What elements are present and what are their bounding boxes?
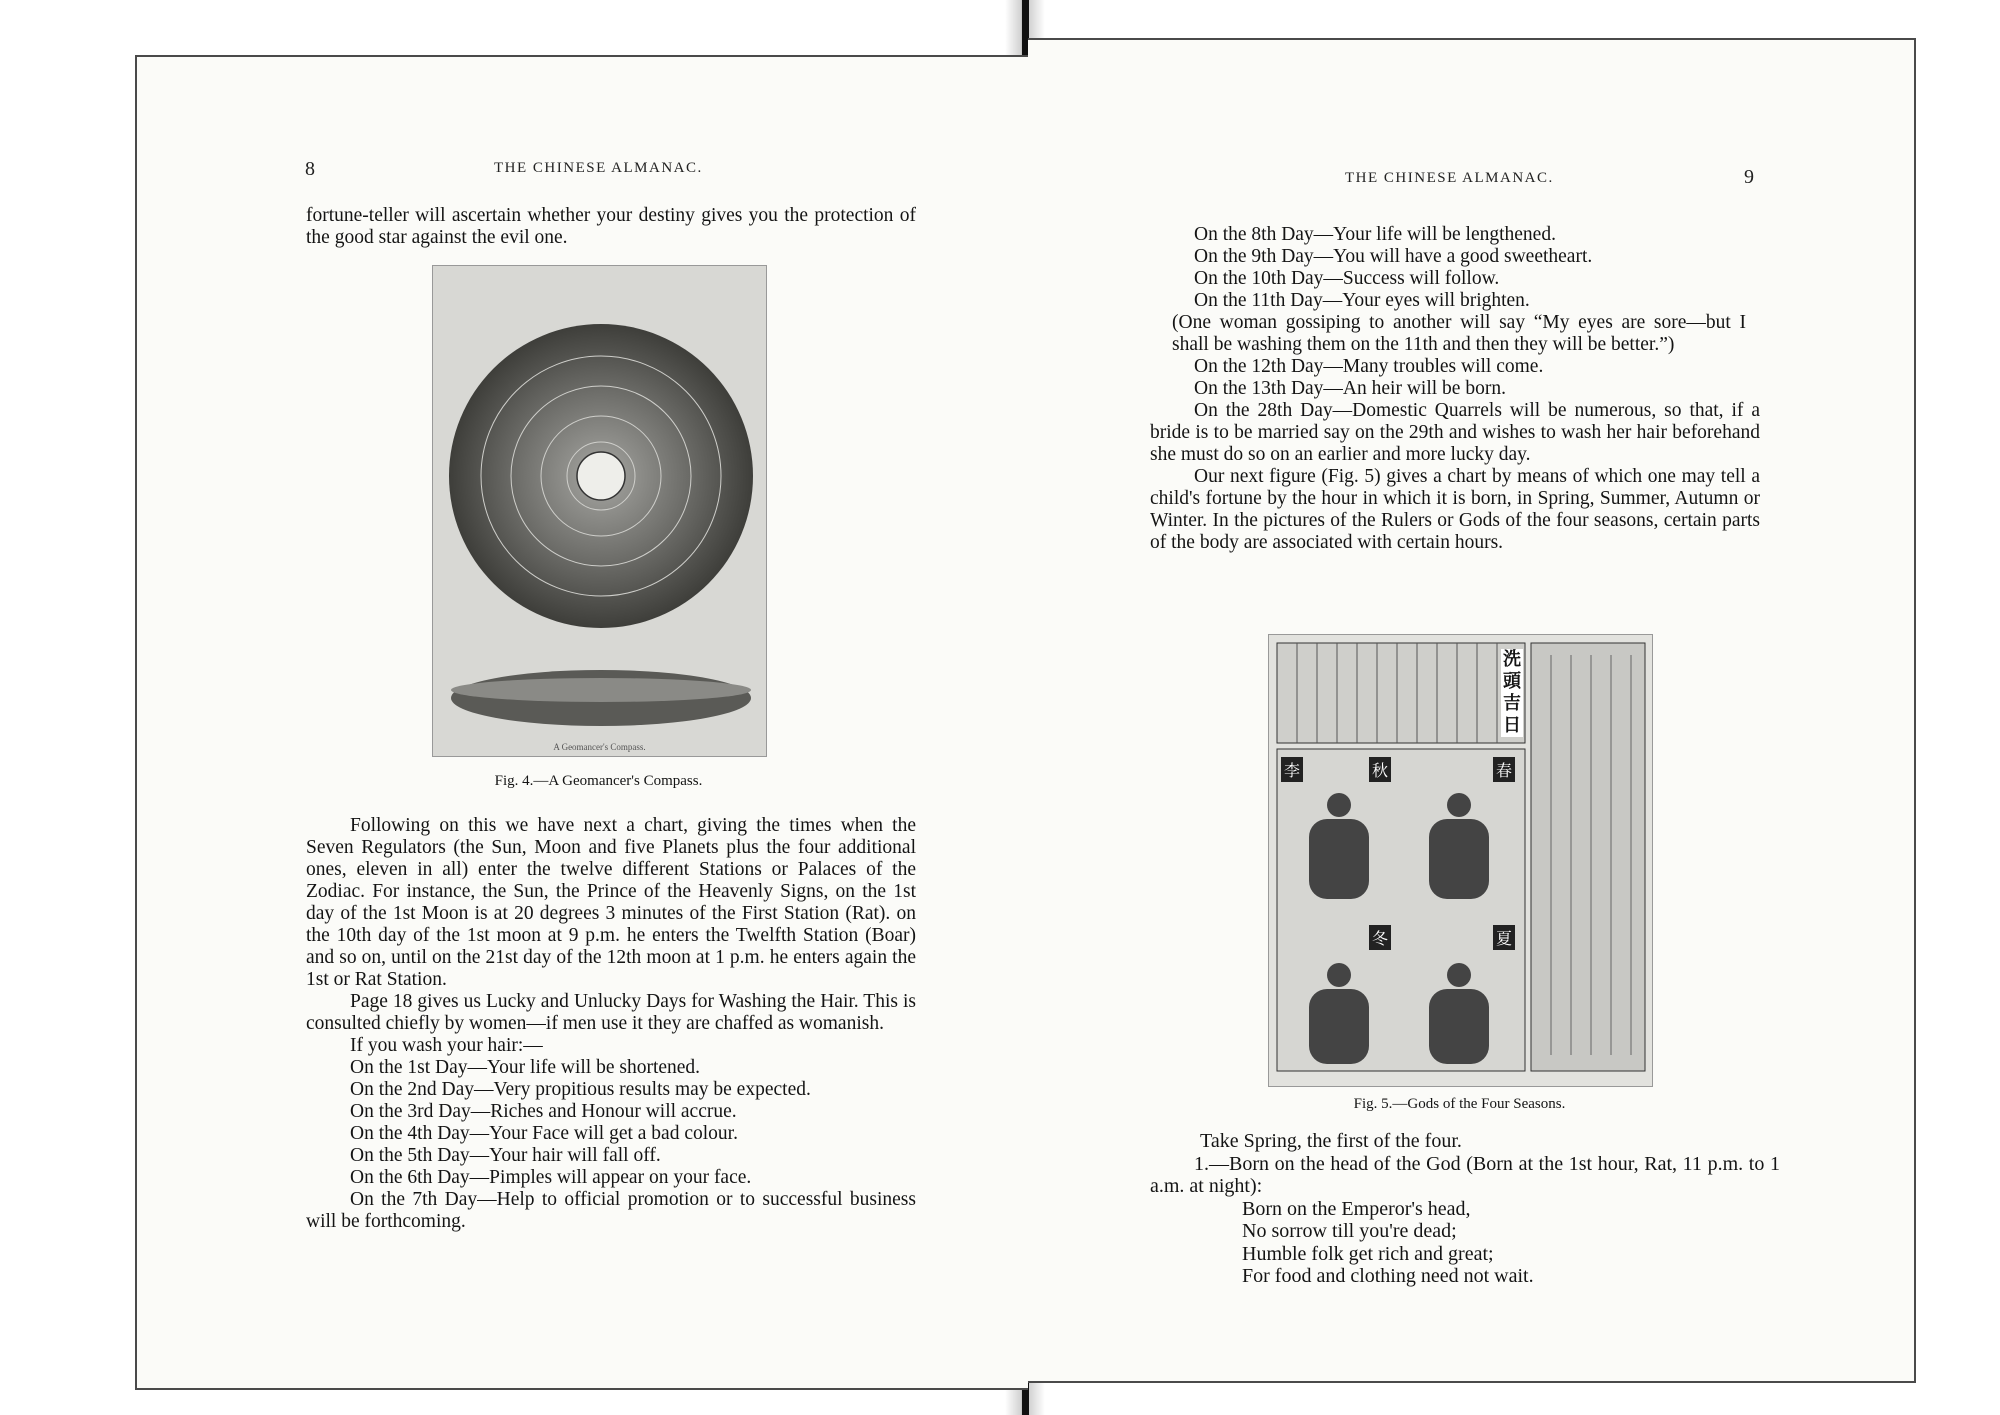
gods-chart-illustration — [1269, 635, 1652, 1086]
verse-line: Humble folk get rich and great; — [1242, 1242, 1494, 1265]
season-label-autumn: 秋 — [1369, 757, 1391, 782]
season-label-winter: 冬 — [1369, 925, 1391, 950]
left-page-folio: 8 — [305, 158, 315, 180]
figure-5-caption: Fig. 5.—Gods of the Four Seasons. — [1353, 1096, 1566, 1112]
figure-5-gods-four-seasons — [1268, 634, 1653, 1087]
figure-4-caption: Fig. 4.—A Geomancer's Compass. — [494, 773, 703, 789]
figure-4-inner-caption: A Geomancer's Compass. — [553, 742, 646, 752]
right-body-bottom — [1150, 1130, 1780, 1288]
compass-center-needle-well — [577, 452, 625, 500]
paragraph-7th-day: On the 7th Day—Help to official promotion or to successful business will be forthcoming. — [306, 1189, 916, 1232]
figure-4-geomancer-compass — [432, 265, 767, 757]
compass-illustration — [433, 266, 766, 756]
day-line: On the 12th Day—Many troubles will come. — [1194, 356, 1544, 377]
left-lead-text: fortune-teller will ascertain whether your destiny gives you the protection of the good star against the evil one. — [306, 205, 916, 248]
wash-line: On the 4th Day—Your Face will get a bad colour. — [350, 1123, 738, 1144]
day-line: On the 9th Day—You will have a good sweetheart. — [1194, 246, 1593, 267]
wash-line: On the 5th Day—Your hair will fall off. — [350, 1145, 661, 1166]
wash-line: On the 2nd Day—Very propitious results may be expected. — [350, 1079, 811, 1100]
right-running-head: THE CHINESE ALMANAC. — [1345, 170, 1554, 186]
day-line: On the 10th Day—Success will follow. — [1194, 268, 1500, 289]
left-running-head: THE CHINESE ALMANAC. — [494, 160, 703, 176]
day-line: On the 13th Day—An heir will be born. — [1194, 378, 1506, 399]
compass-rim — [451, 678, 751, 702]
day-line: On the 8th Day—Your life will be lengthened. — [1194, 224, 1556, 245]
right-page-folio: 9 — [1744, 166, 1754, 188]
paragraph-seven-regulators: Following on this we have next a chart, giving the times when the Seven Regulators (the Sun, Moon and five Planets plus the four additional ones, eleven in all) enter the twelve different Stations or Palaces of the Zodiac. For instance, the Sun, the Prince of the Heavenly Signs, on the 1st day of the 1st Moon is at 20 degrees 3 minutes of the First Station (Rat). on the 10th day of the 1st moon at 9 p.m. he enters the Twelfth Station (Boar) and so on, until on the 21st day of the 12th moon at 1 p.m. he enters again the 1st or Rat Station. — [306, 815, 916, 990]
season-label-summer: 夏 — [1493, 925, 1515, 950]
chart-header-label: 洗頭吉日 — [1503, 649, 1521, 736]
wash-line: On the 3rd Day—Riches and Honour will accrue. — [350, 1101, 737, 1122]
verse-line: For food and clothing need not wait. — [1242, 1265, 1534, 1287]
season-label: 李 — [1281, 757, 1303, 782]
verse-line: Born on the Emperor's head, — [1242, 1197, 1471, 1220]
wash-line: On the 1st Day—Your life will be shortened. — [350, 1057, 701, 1078]
paragraph-washing-hair: Page 18 gives us Lucky and Unlucky Days for Washing the Hair. This is consulted chiefly by women—if men use it they are chaffed as womanish. — [306, 991, 916, 1034]
born-on-head-line: 1.—Born on the head of the God (Born at the 1st hour, Rat, 11 p.m. to 1 a.m. at night): — [1150, 1152, 1780, 1197]
paragraph-fig5-intro: Our next figure (Fig. 5) gives a chart by means of which one may tell a child's fortune by the hour in which it is born, in Spring, Summer, Autumn or Winter. In the pictures of the Rulers or Gods of the four seasons, certain parts of the body are associated with certain hours. — [1150, 466, 1760, 553]
day-line: On the 11th Day—Your eyes will brighten. — [1194, 290, 1530, 311]
wash-line: On the 6th Day—Pimples will appear on your face. — [350, 1167, 752, 1188]
right-body-top — [1150, 224, 1760, 554]
gossip-note: (One woman gossiping to another will say “My eyes are sore—but I shall be washing them on the 11th and then they will be better.”) — [1172, 312, 1746, 355]
take-spring-line: Take Spring, the first of the four. — [1200, 1130, 1462, 1152]
left-body — [306, 815, 916, 1233]
paragraph-28th-day: On the 28th Day—Domestic Quarrels will be numerous, so that, if a bride is to be married say on the 29th and wishes to wash her hair beforehand she must do so on an earlier and more lucky day. — [1150, 400, 1760, 465]
season-label-spring: 春 — [1493, 757, 1515, 782]
wash-line: If you wash your hair:— — [350, 1035, 543, 1056]
chart-text-grid — [1277, 643, 1525, 743]
chart-side-text — [1531, 643, 1645, 1071]
verse-line: No sorrow till you're dead; — [1242, 1220, 1457, 1242]
